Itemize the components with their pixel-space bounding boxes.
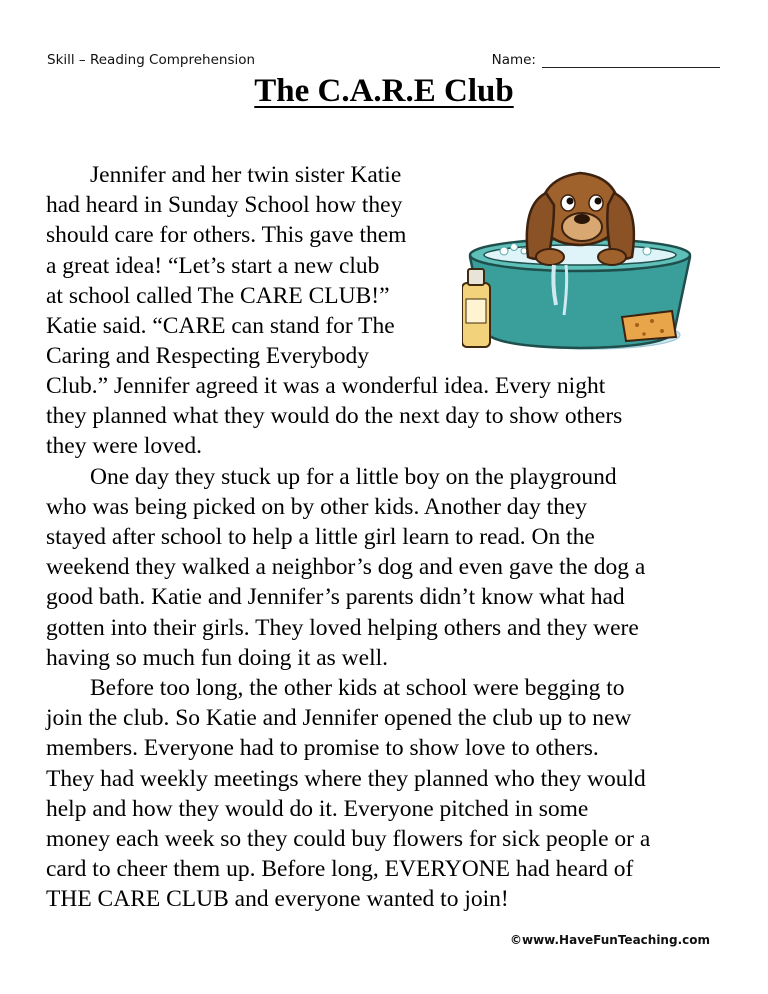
story-line: weekend they walked a neighbor’s dog and even gave the dog a [46, 554, 646, 581]
worksheet-title: The C.A.R.E Club [254, 73, 514, 109]
story-line: Jennifer and her twin sister Katie [90, 162, 402, 188]
story-line: stayed after school to help a little girl learn to read. On the [46, 524, 595, 551]
story-line: a great idea! “Let’s start a new club [46, 252, 380, 279]
story-line: gotten into their girls. They loved helping others and they were [46, 614, 639, 641]
skill-label: Skill – Reading Comprehension [47, 52, 256, 68]
story-line: they planned what they would do the next day to show others [46, 403, 623, 430]
copyright-footer: ©www.HaveFunTeaching.com [510, 933, 710, 947]
story-line: money each week so they could buy flowers for sick people or a [46, 826, 651, 853]
name-label: Name: [491, 52, 536, 68]
story-line: having so much fun doing it as well. [46, 644, 389, 671]
story-line: Caring and Respecting Everybody [46, 343, 370, 370]
story-line: who was being picked on by other kids. Another day they [46, 493, 588, 520]
story-line: THE CARE CLUB and everyone wanted to join! [46, 886, 509, 913]
story-line: good bath. Katie and Jennifer’s parents didn’t know what had [46, 584, 625, 611]
story-line: They had weekly meetings where they planned who they would [46, 765, 646, 792]
story-line: Before too long, the other kids at school were begging to [90, 675, 625, 702]
story-line: at school called The CARE CLUB!” [46, 282, 390, 309]
story-line: should care for others. This gave them [46, 222, 407, 249]
story-main [46, 371, 736, 915]
story-top [46, 160, 446, 371]
story-line: card to cheer them up. Before long, EVERYONE had heard of [46, 856, 634, 883]
name-blank-line [542, 56, 720, 68]
name-field [492, 52, 720, 68]
story-line: members. Everyone had to promise to show love to others. [46, 735, 599, 762]
story-line: Club.” Jennifer agreed it was a wonderful idea. Every night [46, 373, 606, 399]
story-line: help and how they would do it. Everyone pitched in some [46, 795, 589, 822]
dog-in-bathtub-icon [462, 165, 697, 360]
story-line: had heard in Sunday School how they [46, 192, 403, 219]
story-line: join the club. So Katie and Jennifer opened the club up to new [46, 705, 632, 732]
worksheet-header [47, 50, 720, 72]
story-line: Katie said. “CARE can stand for The [46, 313, 395, 340]
story-line: One day they stuck up for a little boy on the playground [90, 463, 617, 490]
story-line: they were loved. [46, 433, 202, 460]
